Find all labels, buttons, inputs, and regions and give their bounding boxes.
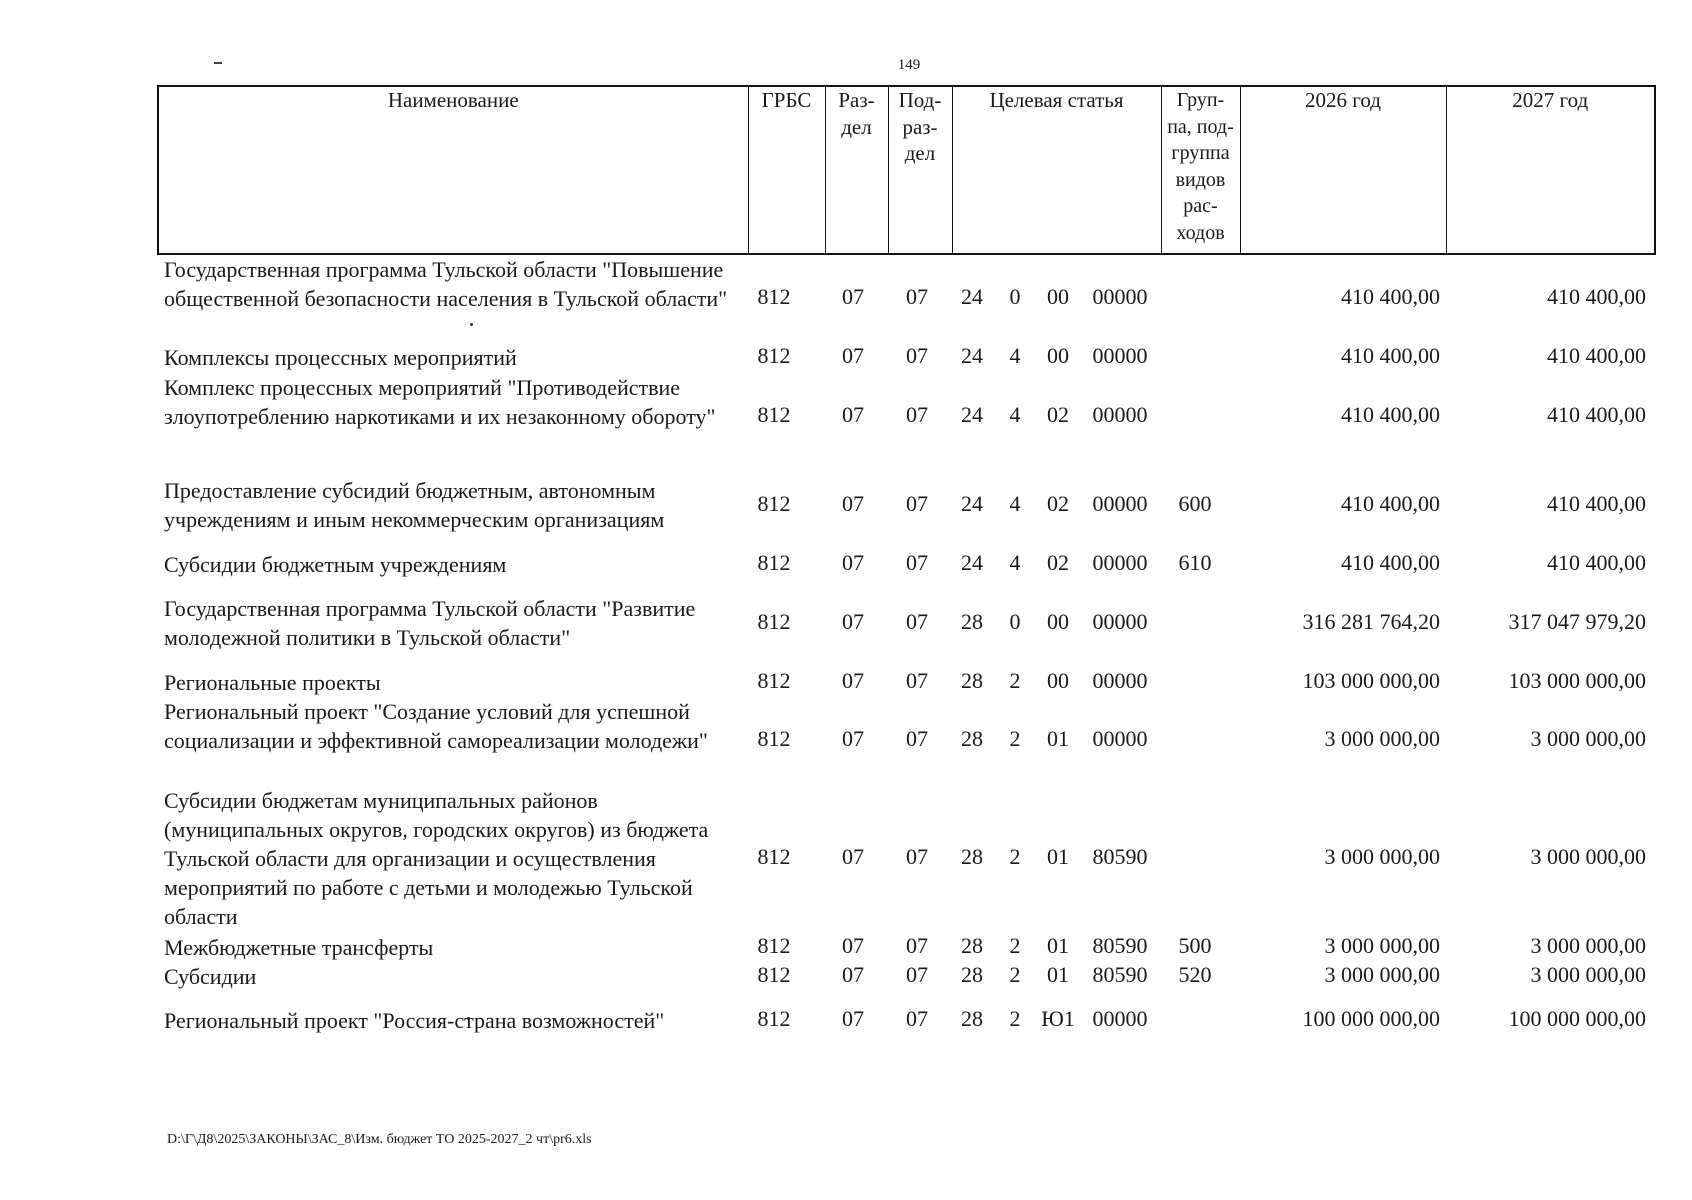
row-razdel: 07	[842, 343, 864, 368]
row-target-2: 2	[1009, 726, 1021, 751]
row-target-1: 24	[961, 343, 983, 368]
row-grbs: 812	[757, 844, 791, 869]
row-target-1: 28	[961, 726, 983, 751]
row-grbs: 812	[757, 284, 791, 309]
row-grbs: 812	[757, 962, 791, 987]
row-target-4: 00000	[1092, 343, 1148, 368]
row-razdel: 07	[842, 844, 864, 869]
row-podrazdel: 07	[906, 1006, 928, 1031]
row-2026: 103 000 000,00	[1302, 668, 1440, 693]
row-2027: 410 400,00	[1547, 343, 1646, 368]
file-path-footer: D:\Г\Д8\2025\ЗАКОНЫ\ЗАС_8\Изм. бюджет ТО 2025-2027_2 чт\pr6.xls	[167, 1132, 592, 1147]
row-target-4: 00000	[1092, 550, 1148, 575]
row-podrazdel: 07	[906, 609, 928, 634]
row-grbs: 812	[757, 1006, 791, 1031]
row-target-3: 01	[1047, 962, 1069, 987]
row-target-1: 24	[961, 284, 983, 309]
row-name: Комплексы процессных мероприятий	[164, 345, 517, 370]
row-target-4: 00000	[1092, 491, 1148, 516]
row-group: 610	[1178, 550, 1212, 575]
row-target-4: 00000	[1092, 284, 1148, 309]
row-target-2: 2	[1009, 1006, 1021, 1031]
row-grbs: 812	[757, 609, 791, 634]
row-podrazdel: 07	[906, 343, 928, 368]
row-target-4: 00000	[1092, 1006, 1148, 1031]
row-target-3: 01	[1047, 726, 1069, 751]
row-target-3: 00	[1047, 343, 1069, 368]
row-2026: 410 400,00	[1341, 343, 1440, 368]
row-razdel: 07	[842, 402, 864, 427]
row-target-3: 00	[1047, 609, 1069, 634]
row-2026: 3 000 000,00	[1324, 933, 1440, 958]
row-2027: 3 000 000,00	[1530, 844, 1646, 869]
row-name: Государственная программа Тульской области "Повышение общественной безопасности населения в Тульской области"	[164, 257, 728, 311]
row-target-4: 00000	[1092, 609, 1148, 634]
row-2027: 3 000 000,00	[1530, 962, 1646, 987]
row-podrazdel: 07	[906, 962, 928, 987]
row-target-2: 2	[1009, 962, 1021, 987]
row-target-1: 28	[961, 844, 983, 869]
row-podrazdel: 07	[906, 844, 928, 869]
row-razdel: 07	[842, 550, 864, 575]
header-target: Целевая статья	[952, 86, 1161, 254]
header-2026: 2026 год	[1240, 86, 1446, 254]
row-name: Региональные проекты	[164, 670, 381, 695]
row-2026: 3 000 000,00	[1324, 844, 1440, 869]
row-target-4: 80590	[1092, 844, 1148, 869]
row-2027: 410 400,00	[1547, 491, 1646, 516]
row-2027: 3 000 000,00	[1530, 933, 1646, 958]
row-group: 600	[1178, 491, 1212, 516]
row-target-3: 02	[1047, 550, 1069, 575]
row-name: Региональный проект "Россия-страна возможностей"	[164, 1008, 665, 1033]
row-grbs: 812	[757, 726, 791, 751]
row-2027: 100 000 000,00	[1508, 1006, 1646, 1031]
row-podrazdel: 07	[906, 726, 928, 751]
row-2027: 103 000 000,00	[1508, 668, 1646, 693]
row-target-1: 24	[961, 550, 983, 575]
row-target-1: 24	[961, 402, 983, 427]
row-2026: 410 400,00	[1341, 284, 1440, 309]
row-razdel: 07	[842, 668, 864, 693]
header-2027: 2027 год	[1446, 86, 1655, 254]
row-razdel: 07	[842, 284, 864, 309]
row-target-2: 4	[1009, 402, 1021, 427]
row-name: Региональный проект "Создание условий для успешной социализации и эффективной самореализации молодежи"	[164, 699, 708, 753]
row-target-1: 24	[961, 491, 983, 516]
row-2027: 410 400,00	[1547, 402, 1646, 427]
row-2027: 317 047 979,20	[1508, 609, 1646, 634]
header-grbs: ГРБС	[748, 86, 825, 254]
row-grbs: 812	[757, 491, 791, 516]
row-target-2: 0	[1009, 284, 1021, 309]
row-2026: 410 400,00	[1341, 491, 1440, 516]
row-podrazdel: 07	[906, 491, 928, 516]
table-header	[157, 85, 1656, 255]
row-name: Межбюджетные трансферты	[164, 935, 434, 960]
row-name: Субсидии бюджетным учреждениям	[164, 552, 507, 577]
row-2027: 410 400,00	[1547, 284, 1646, 309]
row-target-3: Ю1	[1041, 1006, 1075, 1031]
row-target-4: 80590	[1092, 933, 1148, 958]
header-razdel: Раз- дел	[825, 86, 888, 254]
row-name: Государственная программа Тульской области "Развитие молодежной политики в Тульской области"	[164, 596, 696, 650]
row-podrazdel: 07	[906, 284, 928, 309]
row-razdel: 07	[842, 726, 864, 751]
row-grbs: 812	[757, 933, 791, 958]
row-podrazdel: 07	[906, 668, 928, 693]
row-target-1: 28	[961, 609, 983, 634]
row-name: Комплекс процессных мероприятий "Противодействие злоупотреблению наркотиками и их незаконному обороту"	[164, 375, 716, 429]
row-grbs: 812	[757, 343, 791, 368]
scan-mark	[214, 62, 222, 64]
row-target-2: 2	[1009, 933, 1021, 958]
row-grbs: 812	[757, 668, 791, 693]
row-2026: 410 400,00	[1341, 550, 1440, 575]
row-group: 500	[1178, 933, 1212, 958]
row-target-2: 4	[1009, 491, 1021, 516]
row-target-3: 02	[1047, 402, 1069, 427]
row-target-1: 28	[961, 933, 983, 958]
row-name: Субсидии бюджетам муниципальных районов (муниципальных округов, городских округов) из бюджета Тульской области для организации и осуществления мероприятий по работе с детьми и молодежью Тульской области	[164, 788, 709, 929]
row-2027: 410 400,00	[1547, 550, 1646, 575]
row-target-2: 2	[1009, 668, 1021, 693]
row-target-1: 28	[961, 668, 983, 693]
row-target-1: 28	[961, 962, 983, 987]
header-group: Груп- па, под- группа видов рас- ходов	[1161, 86, 1240, 254]
row-target-3: 02	[1047, 491, 1069, 516]
row-target-4: 00000	[1092, 668, 1148, 693]
row-target-3: 01	[1047, 933, 1069, 958]
header-podrazdel: Под- раз- дел	[888, 86, 952, 254]
row-grbs: 812	[757, 550, 791, 575]
row-target-2: 2	[1009, 844, 1021, 869]
row-target-4: 00000	[1092, 402, 1148, 427]
row-razdel: 07	[842, 609, 864, 634]
row-podrazdel: 07	[906, 550, 928, 575]
row-podrazdel: 07	[906, 933, 928, 958]
row-grbs: 812	[757, 402, 791, 427]
row-target-3: 00	[1047, 284, 1069, 309]
row-target-3: 01	[1047, 844, 1069, 869]
row-2027: 3 000 000,00	[1530, 726, 1646, 751]
row-2026: 3 000 000,00	[1324, 962, 1440, 987]
row-razdel: 07	[842, 962, 864, 987]
row-razdel: 07	[842, 1006, 864, 1031]
row-razdel: 07	[842, 933, 864, 958]
row-target-4: 00000	[1092, 726, 1148, 751]
row-target-2: 0	[1009, 609, 1021, 634]
row-2026: 316 281 764,20	[1302, 609, 1440, 634]
row-group: 520	[1178, 962, 1212, 987]
row-podrazdel: 07	[906, 402, 928, 427]
row-name: Предоставление субсидий бюджетным, автономным учреждениям и иным некоммерческим организациям	[164, 478, 665, 532]
row-target-4: 80590	[1092, 962, 1148, 987]
header-name: Наименование	[387, 88, 519, 112]
row-name: Субсидии	[164, 964, 257, 989]
row-target-2: 4	[1009, 343, 1021, 368]
row-2026: 100 000 000,00	[1302, 1006, 1440, 1031]
scan-speck	[470, 323, 473, 326]
row-razdel: 07	[842, 491, 864, 516]
row-2026: 3 000 000,00	[1324, 726, 1440, 751]
row-target-1: 28	[961, 1006, 983, 1031]
row-target-2: 4	[1009, 550, 1021, 575]
row-target-3: 00	[1047, 668, 1069, 693]
page-number: 149	[897, 57, 921, 73]
row-2026: 410 400,00	[1341, 402, 1440, 427]
